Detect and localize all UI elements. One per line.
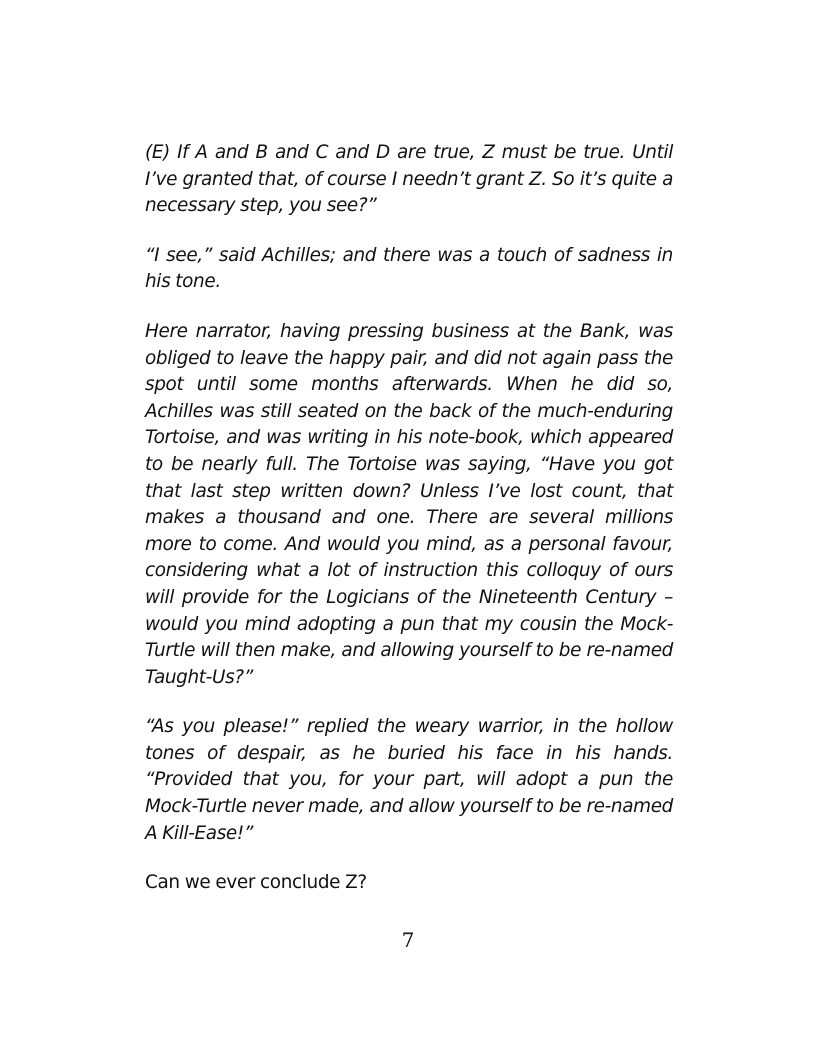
paragraph-weary-warrior: “As you please!” replied the weary warrior, in the hollow tones of despair, as he buried his face in his hands. “Provided that you, for your part, will adopt a pun the Mock-Turtle never made, and allow yourself to be re-named A Kill-Ease!” — [145, 716, 673, 844]
paragraph-conclusion-question: Can we ever conclude Z? — [145, 872, 367, 894]
document-page — [145, 140, 673, 920]
paragraph-achilles-reply: “I see,” said Achilles; and there was a touch of sadness in his tone. — [145, 244, 673, 293]
paragraph-step-e: (E) If A and B and C and D are true, Z must be true. Until I’ve granted that, of course I needn’t grant Z. So it’s quite a necessary step, you see?” — [145, 142, 673, 217]
paragraph-narrator: Here narrator, having pressing business at the Bank, was obliged to leave the happy pair, and did not again pass the spot until some months afterwards. When he did so, Achilles was still seated on the back of the much-enduring Tortoise, and was writing in his note-book, which appeared to be nearly full. The Tortoise was saying, “Have you got that last step written down? Unless I’ve lost count, that makes a thousand and one. There are several millions more to come. And would you mind, as a personal favour, considering what a lot of instruction this colloquy of ours will provide for the Logicians of the Nineteenth Century – would you mind adopting a pun that my cousin the Mock-Turtle will then make, and allowing yourself to be re-named Taught-Us?” — [145, 320, 673, 688]
page-number: 7 — [401, 928, 415, 952]
